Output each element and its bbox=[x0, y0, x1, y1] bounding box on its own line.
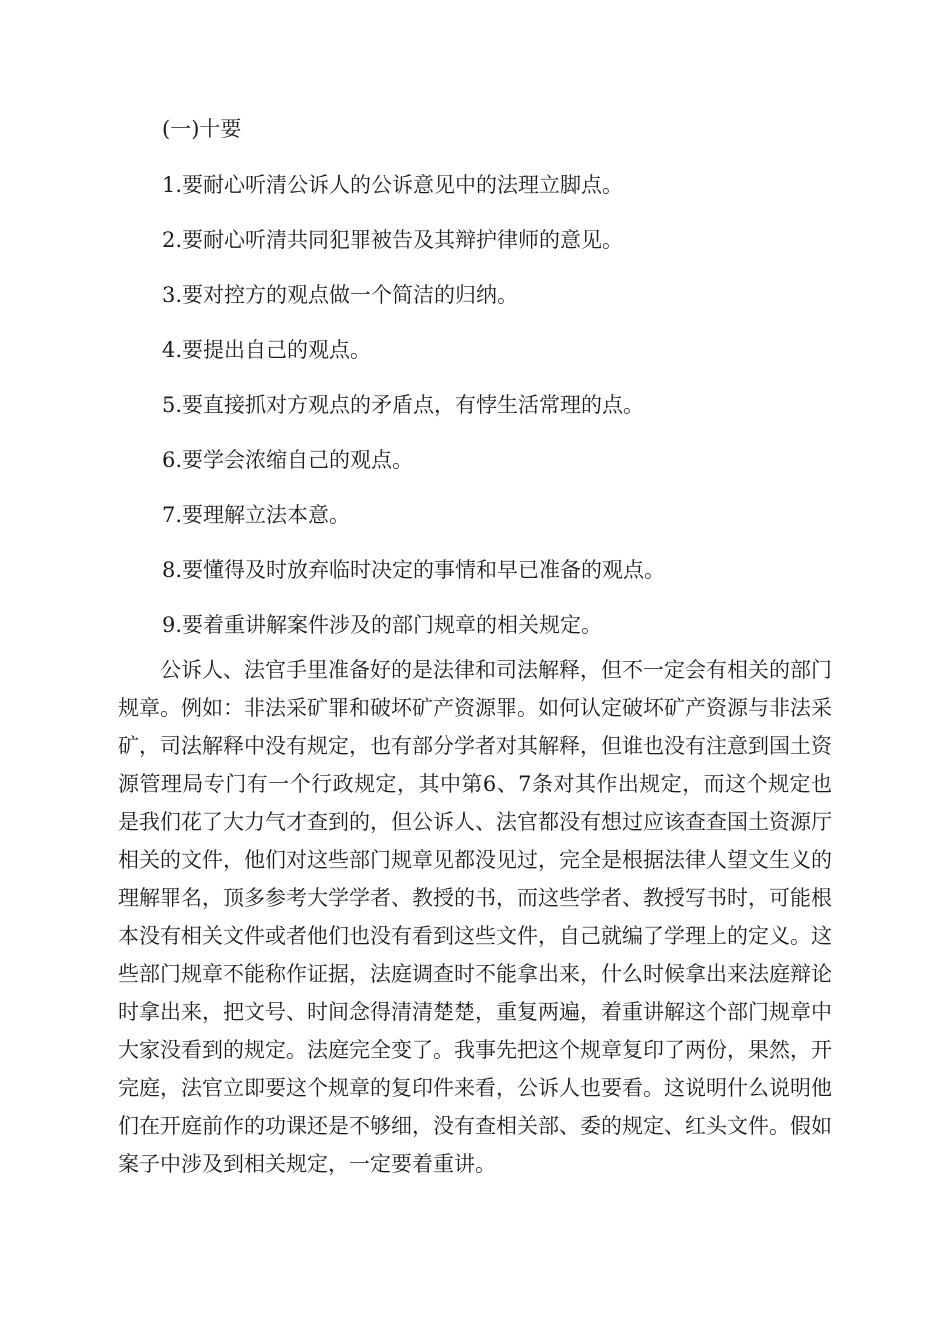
body-paragraph: 公诉人、法官手里准备好的是法律和司法解释，但不一定会有相关的部门规章。例如：非法采矿罪和破坏矿产资源罪。如何认定破坏矿产资源与非法采矿，司法解释中没有规定，也有部分学者对其解释，但谁也没有注意到国土资源管理局专门有一个行政规定，其中第6、7条对其作出规定，而这个规定也是我们花了大力气才查到的，但公诉人、法官都没有想过应该查查国土资源厅相关的文件，他们对这些部门规章见都没见过，完全是根据法律人望文生义的理解罪名，顶多参考大学学者、教授的书，而这些学者、教授写书时，可能根本没有相关文件或者他们也没有看到这些文件，自己就编了学理上的定义。这些部门规章不能称作证据，法庭调查时不能拿出来，什么时候拿出来法庭辩论时拿出来，把文号、时间念得清清楚楚，重复两遍，着重讲解这个部门规章中大家没看到的规定。法庭完全变了。我事先把这个规章复印了两份，果然，开完庭，法官立即要这个规章的复印件来看，公诉人也要看。这说明什么说明他们在开庭前作的功课还是不够细，没有查相关部、委的规定、红头文件。假如案子中涉及到相关规定，一定要着重讲。 bbox=[118, 658, 832, 1176]
list-item: 7.要理解立法本意。 bbox=[162, 503, 351, 527]
list-item: 2.要耐心听清共同犯罪被告及其辩护律师的意见。 bbox=[162, 228, 624, 252]
key-points-list bbox=[162, 171, 665, 666]
section-heading: (一)十要 bbox=[162, 117, 242, 141]
list-item: 1.要耐心听清公诉人的公诉意见中的法理立脚点。 bbox=[162, 173, 624, 197]
list-item: 9.要着重讲解案件涉及的部门规章的相关规定。 bbox=[162, 613, 603, 637]
list-item: 3.要对控方的观点做一个简洁的归纳。 bbox=[162, 283, 519, 307]
list-item: 6.要学会浓缩自己的观点。 bbox=[162, 448, 414, 472]
list-item: 4.要提出自己的观点。 bbox=[162, 338, 372, 362]
list-item: 5.要直接抓对方观点的矛盾点，有悖生活常理的点。 bbox=[162, 393, 645, 417]
list-item: 8.要懂得及时放弃临时决定的事情和早已准备的观点。 bbox=[162, 558, 666, 582]
